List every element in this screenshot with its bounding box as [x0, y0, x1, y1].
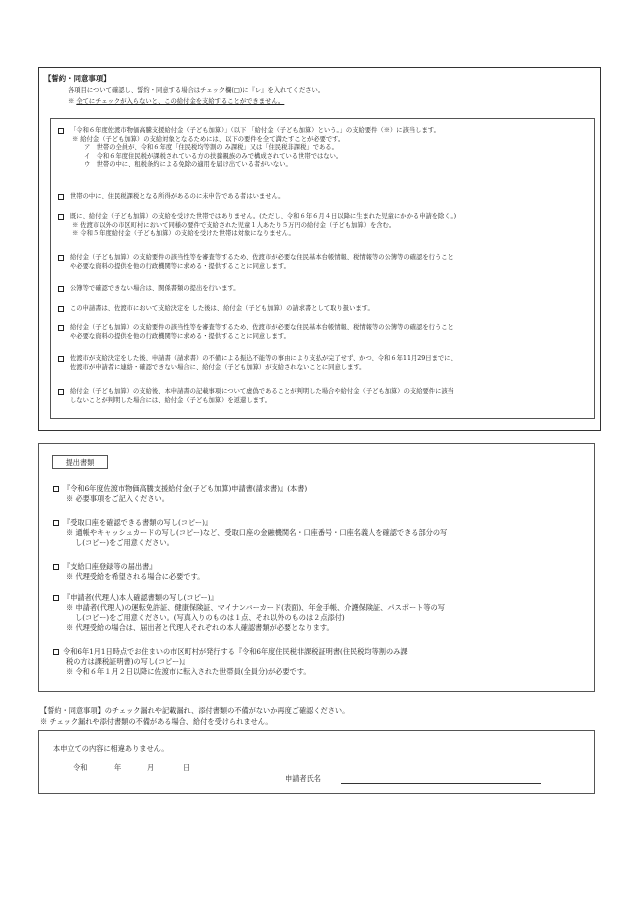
- doc-item-5-title: 令和6年1月1日時点でお住まいの市区町村が発行する『令和6年度住民税非課税証明書(住民税均等割のみ課: [63, 647, 408, 656]
- oath-item-9-line: しないことが判明した場合には、給付金（子ども加算）を返還します。: [70, 396, 271, 404]
- checkbox[interactable]: [58, 128, 64, 134]
- checkbox[interactable]: [53, 520, 59, 526]
- oath-item-7-line: 給付金（子ども加算）の支給要件の該当性等を審査等するため、佐渡市が必要な住民基本台帳情報、税情報等の公簿等の確認を行うこと: [70, 324, 454, 331]
- doc-item-2-note: し(コピー)をご用意ください。: [75, 538, 174, 547]
- date-era[interactable]: 令和: [73, 763, 88, 772]
- doc-item-3-title: 『支給口座登録等の届出書』: [63, 562, 157, 571]
- oath-item-6-line: この申請書は、佐渡市において支給決定を した後は、給付金（子ども加算）の請求書として取り扱います。: [70, 305, 374, 312]
- oath-item-9-line: 給付金（子ども加算）の支給後、本申請書の記載事項について虚偽であることが判明した場合や給付金（子ども加算）の支給要件に該当: [70, 388, 454, 395]
- declaration-box: [38, 730, 595, 794]
- checkbox[interactable]: [58, 255, 64, 261]
- checkbox[interactable]: [58, 325, 64, 331]
- checkbox[interactable]: [58, 214, 64, 220]
- oath-title: 【誓約・同意事項】: [44, 74, 111, 83]
- checkbox[interactable]: [53, 486, 59, 492]
- oath-intro: 各項目について確認し、誓約・同意する場合はチェック欄(□)に『レ』を入れてください。: [68, 87, 325, 94]
- documents-title: 提出書類: [52, 455, 108, 469]
- signature-field[interactable]: [341, 783, 541, 784]
- oath-item-4-line: 給付金（子ども加算）の支給要件の該当性等を審査等するため、佐渡市が必要な住民基本台帳情報、税情報等の公簿等の確認を行うこと: [70, 254, 454, 261]
- warning-mark: ※: [68, 98, 75, 105]
- oath-item-2-line: 世帯の中に、住民税課税となる所得があるのに未申告である者はいません。: [70, 193, 285, 200]
- checkbox[interactable]: [58, 306, 64, 312]
- declaration-text: 本申立ての内容に相違ありません。: [53, 744, 169, 753]
- oath-item-8-line: 佐渡市が申請者に連絡・確認できない場合に、給付金（子ども加算）が支給されないことに同意します。: [70, 363, 366, 371]
- doc-item-5-note: 税の方は課税証明書)の写し(コピー)』: [66, 657, 190, 666]
- oath-warning: [68, 98, 284, 107]
- date-month[interactable]: 月: [147, 763, 155, 772]
- checkbox[interactable]: [58, 286, 64, 292]
- oath-item-1-line: ※ 給付金（子ども加算）の支給対象となるためには、以下の要件を全て満たすことが必要です。: [72, 135, 345, 143]
- oath-item-7-line: や必要な資料の提供を他の行政機関等に求める・提供することに同意します。: [70, 332, 290, 340]
- doc-item-1-title: 『令和6年度佐渡市物価高騰支援給付金(子ども加算)申請書(請求書)』(本書): [63, 484, 308, 493]
- footer-note-1: 【誓約・同意事項】のチェック漏れや記載漏れ、添付書類の不備がないか再度ご確認ください。: [40, 706, 350, 715]
- checkbox[interactable]: [53, 595, 59, 601]
- doc-item-4-note: ※ 代理受給の場合は、届出者と代理人それぞれの本人確認書類が必要となります。: [66, 623, 334, 632]
- oath-item-5-line: 公簿等で確認できない場合は、関係書類の提出を行います。: [70, 285, 240, 292]
- date-day[interactable]: 日: [183, 763, 191, 772]
- oath-item-3-line: 既に、給付金（子ども加算）の支給を受けた世帯ではありません。(ただし、令和６年６月４日以降に生まれた児童にかかる申請を除く。): [70, 213, 457, 220]
- doc-item-4-title: 『申請者(代理人)本人確認書類の写し(コピー)』: [63, 593, 218, 602]
- doc-item-2-note: ※ 通帳やキャッシュカードの写し(コピー)など、受取口座の金融機関名・口座番号・口座名義人を確認できる部分の写: [66, 528, 448, 537]
- checkbox[interactable]: [53, 564, 59, 570]
- oath-item-4-line: や必要な資料の提供を他の行政機関等に求める・提供することに同意します。: [70, 262, 290, 270]
- doc-item-2[interactable]: [53, 518, 447, 548]
- doc-item-1-note: ※ 必要事項をご記入ください。: [66, 494, 169, 503]
- oath-item-8-line: 佐渡市が支給決定をした後、申請書（請求書）の不備による振込不能等の事由により支払が完了せず、かつ、令和６年11月29日までに、: [70, 355, 457, 362]
- warning-text: 全てにチェックが入らないと、この給付金を支給することができません。: [76, 98, 285, 105]
- doc-item-4[interactable]: [53, 593, 445, 633]
- oath-item-3-line: ※ 佐渡市以外の市区町村において同様の要件で支給された児童１人あたり５万円の給付金（子ども加算）を含む。: [72, 221, 396, 229]
- signature-label: 申請者氏名: [285, 774, 321, 783]
- doc-item-4-note: し(コピー)をご用意ください。(写真入りのものは１点、それ以外のものは２点添付): [75, 613, 345, 622]
- oath-item-1-line: ア 世帯の全員が、令和６年度「住民税均等割の み課税」又は「住民税非課税」である。: [84, 144, 338, 152]
- doc-item-2-title: 『受取口座を確認できる書類の写し(コピー)』: [63, 518, 213, 527]
- checkbox[interactable]: [53, 649, 59, 655]
- doc-item-4-note: ※ 申請者(代理人)の運転免許証、健康保険証、マイナンバーカード(表面)、年金手帳、介護保険証、パスポート等の写: [66, 603, 445, 612]
- checkbox[interactable]: [58, 194, 64, 200]
- doc-item-3[interactable]: [53, 562, 204, 582]
- doc-item-3-note: ※ 代理受給を希望される場合に必要です。: [66, 572, 205, 581]
- oath-item-1-line: 「令和６年度佐渡市物価高騰支援給付金（子ども加算）」（以下 「給付金（子ども加算）という。」の支給要件（※）に該当します。: [70, 127, 440, 134]
- oath-item-1-line: ウ 世帯の中に、租税条約による免除の適用を届け出ている者がいない。: [84, 161, 292, 169]
- date-year[interactable]: 年: [114, 763, 122, 772]
- doc-item-1[interactable]: [53, 484, 307, 504]
- oath-item-3-line: ※ 令和５年度給付金（子ども加算）の支給を受けた世帯は対象になりません。: [72, 230, 295, 238]
- checkbox[interactable]: [58, 389, 64, 395]
- checkbox[interactable]: [58, 356, 64, 362]
- doc-item-5[interactable]: [53, 647, 408, 677]
- oath-item-1-line: イ 令和６年度住民税が課税されている方の扶養親族のみで構成されている世帯ではない。: [84, 152, 343, 160]
- doc-item-5-note: ※ 令和６年１月２日以降に佐渡市に転入された世帯員(全員分)が必要です。: [66, 667, 311, 676]
- footer-note-2: ※ チェック漏れや添付書類の不備がある場合、給付を受けられません。: [40, 717, 273, 726]
